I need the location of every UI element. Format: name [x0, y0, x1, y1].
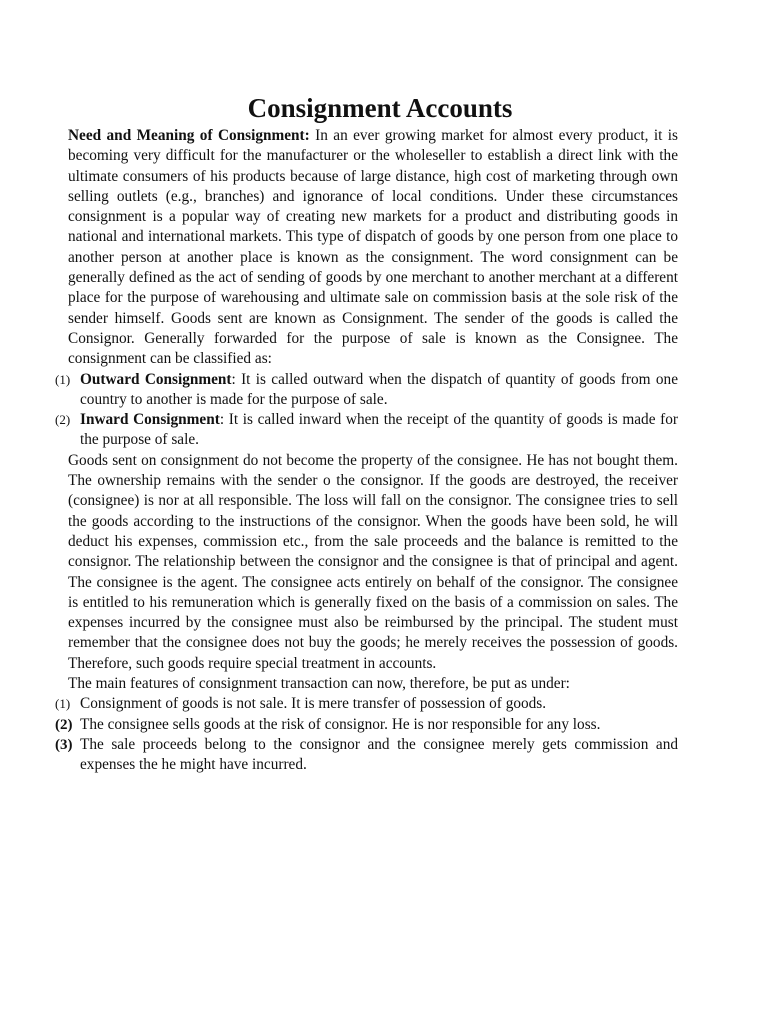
feature-text: The sale proceeds belong to the consignor and the consignee merely gets commission and expenses the he might have incurred.	[80, 735, 678, 774]
intro-heading: Need and Meaning of Consignment:	[68, 127, 310, 144]
consignment-type-outward	[55, 370, 678, 411]
features-intro: The main features of consignment transaction can now, therefore, be put as under:	[68, 675, 570, 693]
intro-text: In an ever growing market for almost every product, it is becoming very difficult for the manufacturer or the wholeseller to establish a direct link with the ultimate consumers of his products because of large distance, high cost of marketing through own selling outlets (e.g., branches) and ignorance of local conditions. Under these circumstances consignment is a popular way of creating new markets for a product and distributing goods in national and international markets. This type of dispatch of goods by one person from one place to another person at another place is known as the consignment. The word consignment can be generally defined as the act of sending of goods by one merchant to another merchant at a different place for the purpose of warehousing and ultimate sale on commission basis at the sole risk of the sender himself. Goods sent are known as Consignment. The sender of the goods is called the Consignor. Generally forwarded for the purpose of sale is known as the Consignee. The consignment can be classified as:	[68, 127, 679, 368]
type-term: Outward Consignment	[80, 370, 232, 388]
feature-item-2	[55, 715, 678, 735]
list-marker: (2)	[55, 716, 73, 733]
type-text: : It is called outward when the dispatch of quantity of goods from one country to another is made for the purpose of sale.	[80, 370, 678, 408]
list-marker: (2)	[55, 412, 71, 428]
document-body	[55, 126, 679, 776]
page-title: Consignment Accounts	[247, 93, 513, 123]
list-marker: (1)	[55, 371, 71, 387]
feature-item-3	[55, 735, 678, 776]
type-text: : It is called inward when the receipt of the quantity of goods is made for the purpose of sale.	[80, 411, 678, 449]
consignment-type-inward	[55, 410, 678, 451]
body-paragraph: Goods sent on consignment do not become the property of the consignee. He has not bought them. The ownership remains with the sender o the consignor. If the goods are destroyed, the receiver (consignee) is nor at all responsible. The loss will fall on the consignor. The consignee tries to sell the goods according to the instructions of the consignor. When the goods have been sold, he will deduct his expenses, commission etc., from the sale proceeds and the balance is remitted to the consignor. The relationship between the consignor and the consignee is that of principal and agent. The consignee is the agent. The consignee acts entirely on behalf of the consignor. The consignee is entitled to his remuneration which is generally fixed on the basis of a commission on sales. The expenses incurred by the consignee must also be reimbursed by the principal. The student must remember that the consignee does not buy the goods; he merely receives the possession of goods. Therefore, such goods require special treatment in accounts.	[68, 451, 678, 672]
list-marker: (1)	[55, 696, 71, 712]
feature-item-1	[55, 694, 678, 714]
feature-text: The consignee sells goods at the risk of consignor. He is nor responsible for any loss.	[80, 715, 601, 733]
intro-paragraph	[68, 126, 678, 370]
list-marker: (3)	[55, 736, 73, 753]
type-term: Inward Consignment	[80, 411, 220, 429]
feature-text: Consignment of goods is not sale. It is mere transfer of possession of goods.	[80, 695, 547, 713]
